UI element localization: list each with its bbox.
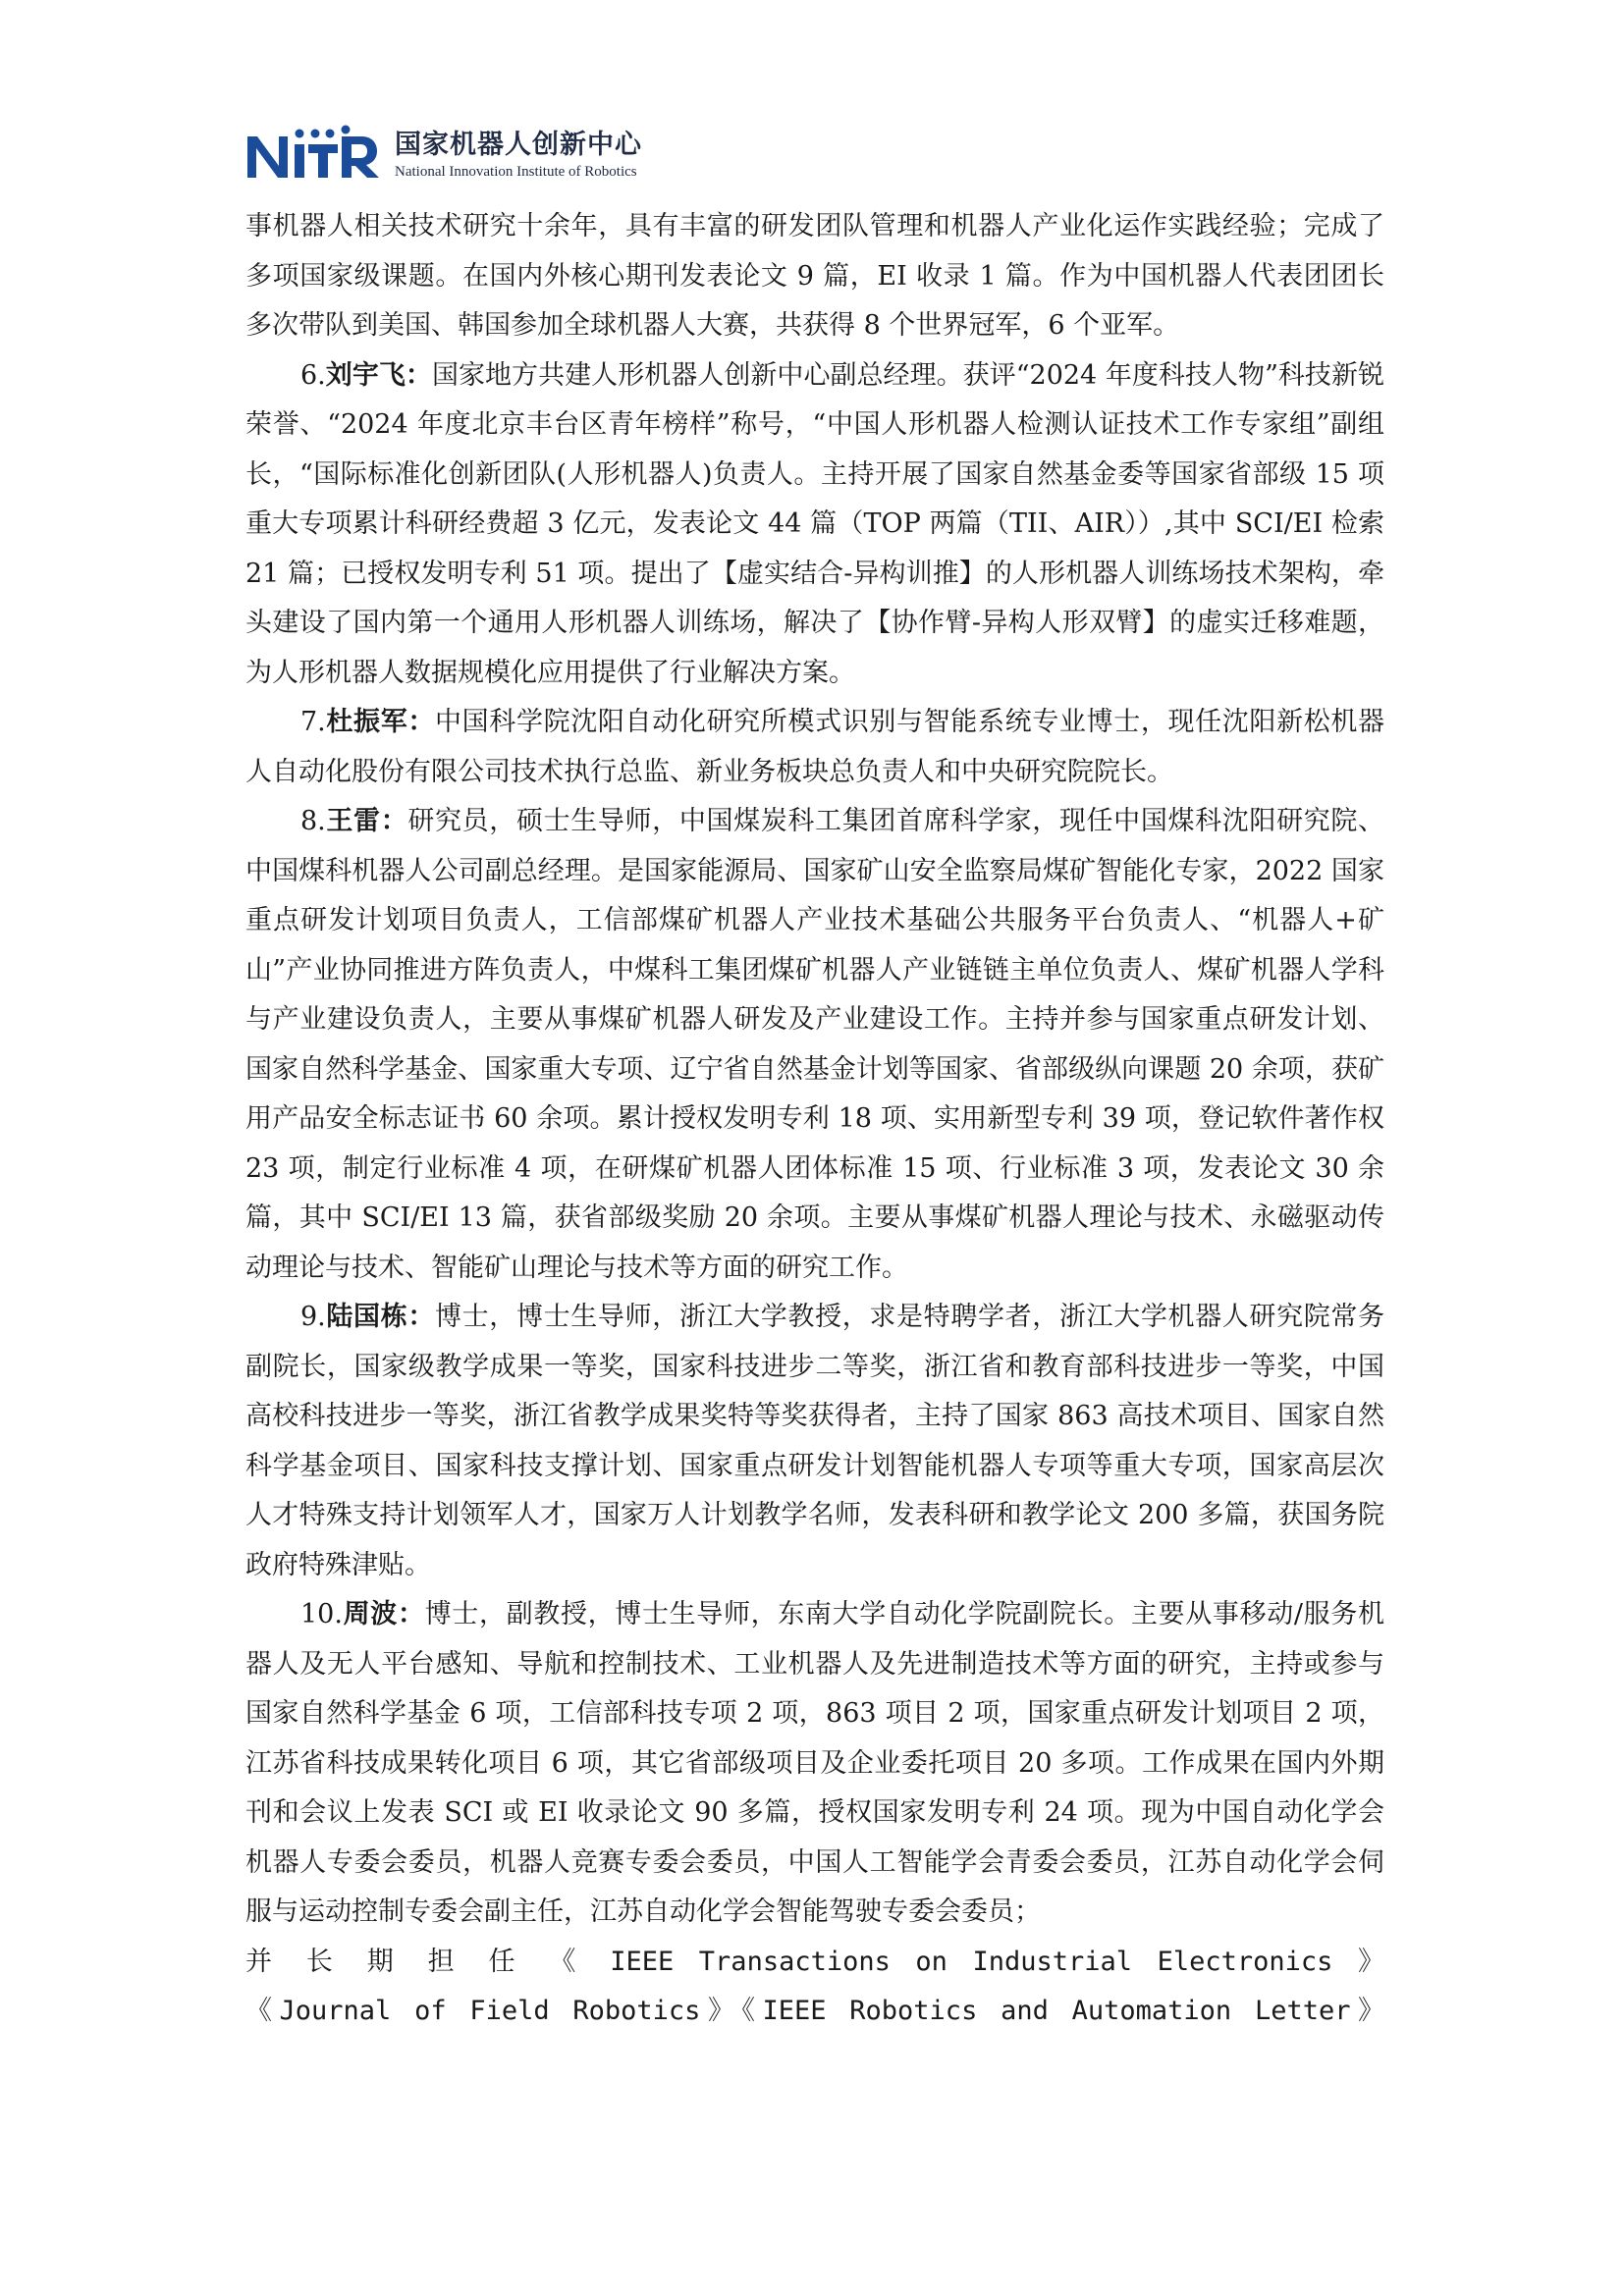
page-header <box>245 116 642 194</box>
bio-paragraph-10 <box>245 1590 1384 1938</box>
bio-text: 博士，副教授，博士生导师，东南大学自动化学院副院长。主要从事移动/服务机器人及无人平台感知、导航和控制技术、工业机器人及先进制造技术等方面的研究，主持或参与国家自然科学基金 6 项，工信部科技专项 2 项，863 项目 2 项，国家重点研发计划项目 2 项，江苏省科技成果转化项目 6 项，其它省部级项目及企业委托项目 20 多项。工作成果在国内外期刊和会议上发表 SCI 或 EI 收录论文 90 多篇，授权国家发明专利 24 项。现为中国自动化学会机器人专委会委员，机器人竞赛专委会委员，中国人工智能学会青委会委员，江苏自动化学会伺服与运动控制专委会副主任，江苏自动化学会智能驾驶专委会委员； <box>245 1599 1384 1927</box>
bio-paragraph-8 <box>245 797 1384 1293</box>
bio-name: 刘宇飞： <box>325 359 432 391</box>
journals-line-1: 并 长 期 担 任 《 IEEE Transactions on Industrial Electronics 》 <box>245 1946 1384 1977</box>
bio-number: 8. <box>300 806 326 836</box>
bio-text: 研究员，硕士生导师，中国煤炭科工集团首席科学家，现任中国煤科沈阳研究院、中国煤科机器人公司副总经理。是国家能源局、国家矿山安全监察局煤矿智能化专家，2022 国家重点研发计划项目负责人，工信部煤矿机器人产业技术基础公共服务平台负责人、“机器人+矿山”产业协同推进方阵负责人，中煤科工集团煤矿机器人产业链链主单位负责人、煤矿机器人学科与产业建设负责人，主要从事煤矿机器人研发及产业建设工作。主持并参与国家重点研发计划、国家自然科学基金、国家重大专项、辽宁省自然基金计划等国家、省部级纵向课题 20 余项，获矿用产品安全标志证书 60 余项。累计授权发明专利 18 项、实用新型专利 39 项，登记软件著作权 23 项，制定行业标准 4 项，在研煤矿机器人团体标准 15 项、行业标准 3 项，发表论文 30 余篇，其中 SCI/EI 13 篇，获省部级奖励 20 余项。主要从事煤矿机器人理论与技术、永磁驱动传动理论与技术、智能矿山理论与技术等方面的研究工作。 <box>245 806 1385 1283</box>
document-body <box>245 202 1384 2037</box>
bio-number: 7. <box>300 707 326 737</box>
bio-name: 杜振军： <box>325 707 436 737</box>
bio-name: 周波： <box>342 1599 425 1629</box>
bio-paragraph-7 <box>245 698 1384 797</box>
bio-number: 9. <box>300 1302 326 1332</box>
bio-number: 6. <box>300 359 326 391</box>
bio-text: 博士，博士生导师，浙江大学教授，求是特聘学者，浙江大学机器人研究院常务副院长，国家级教学成果一等奖，国家科技进步二等奖，浙江省和教育部科技进步一等奖，中国高校科技进步一等奖，浙江省教学成果奖特等奖获得者，主持了国家 863 高技术项目、国家自然科学基金项目、国家科技支撑计划、国家重点研发计划智能机器人专项等重大专项，国家高层次人才特殊支持计划领军人才，国家万人计划教学名师，发表科研和教学论文 200 多篇，获国务院政府特殊津贴。 <box>245 1302 1385 1580</box>
logo-text <box>395 129 642 182</box>
bio-paragraph-9 <box>245 1293 1384 1590</box>
bio-text: 中国科学院沈阳自动化研究所模式识别与智能系统专业博士，现任沈阳新松机器人自动化股份有限公司技术执行总监、新业务板块总负责人和中央研究院院长。 <box>245 707 1385 787</box>
bio-paragraph-6 <box>245 351 1384 699</box>
intro-paragraph: 事机器人相关技术研究十余年，具有丰富的研发团队管理和机器人产业化运作实践经验；完成了多项国家级课题。在国内外核心期刊发表论文 9 篇，EI 收录 1 篇。作为中国机器人代表团团长多次带队到美国、韩国参加全球机器人大赛，共获得 8 个世界冠军，6 个亚军。 <box>245 211 1384 341</box>
institute-name-en: National Innovation Institute of Robotics <box>395 164 637 180</box>
bio-name: 王雷： <box>325 806 408 836</box>
bio-name: 陆国栋： <box>325 1302 436 1332</box>
bio-number: 10. <box>300 1599 343 1629</box>
nitr-logo-icon <box>245 121 385 189</box>
institute-name-cn: 国家机器人创新中心 <box>395 130 642 160</box>
bio-text: 国家地方共建人形机器人创新中心副总经理。获评“2024 年度科技人物”科技新锐荣誉、“2024 年度北京丰台区青年榜样”称号，“中国人形机器人检测认证技术工作专家组”副组长，“国际标准化创新团队(人形机器人)负责人。主持开展了国家自然基金委等国家省部级 15 项重大专项累计科研经费超 3 亿元，发表论文 44 篇（TOP 两篇（TII、AIR））,其中 SCI/EI 检索 21 篇；已授权发明专利 51 项。提出了【虚实结合-异构训推】的人形机器人训练场技术架构，牵头建设了国内第一个通用人形机器人训练场，解决了【协作臂-异构人形双臂】的虚实迁移难题，为人形机器人数据规模化应用提供了行业解决方案。 <box>245 359 1385 688</box>
journals-line-2: 《Journal of Field Robotics》《IEEE Robotics and Automation Letter》 <box>245 1996 1384 2026</box>
